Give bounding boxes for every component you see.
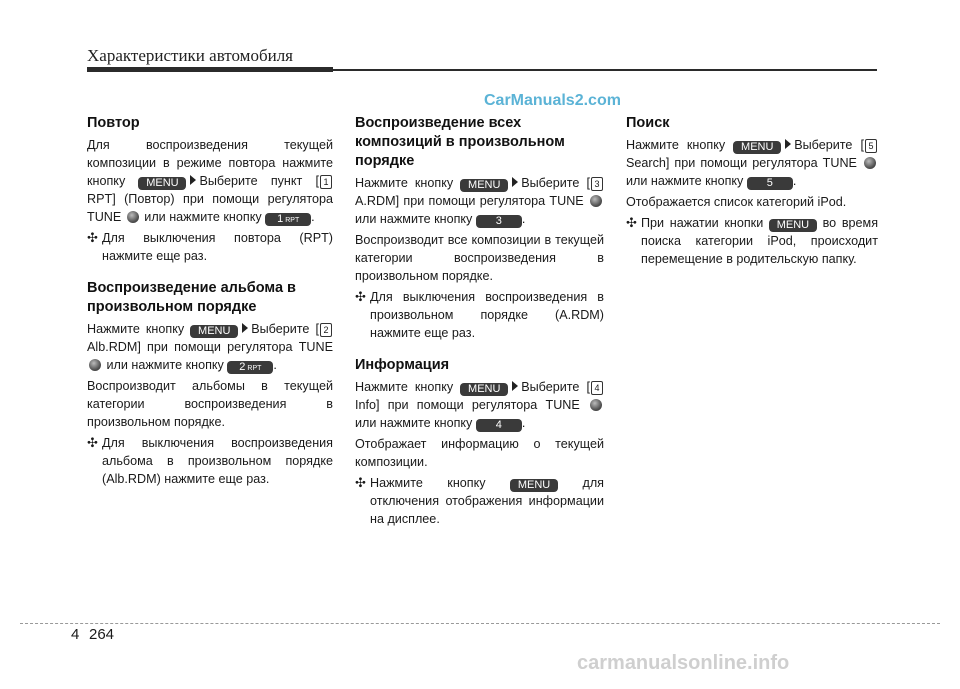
note-cross-icon: ✣ [355, 475, 366, 490]
watermark-top: CarManuals2.com [484, 92, 621, 109]
section-heading-info: Информация [355, 357, 450, 373]
number-1-icon: 1 [320, 175, 332, 189]
repeat-note [87, 229, 333, 265]
album-instructions: Нажмите кнопку MENU Выберите [ 2 Alb.RDM] при помощи регулятора TUNE или нажмите кнопку 2 RPT . [87, 322, 333, 373]
info-description: Отображает информацию о текущей композиции. [355, 437, 604, 469]
text: RPT] (Повтор) при помощи регулятора TUNE [87, 192, 333, 224]
info-note [355, 474, 604, 528]
text: Нажмите кнопку [355, 176, 454, 190]
arrow-right-icon [512, 177, 518, 187]
text: Нажмите кнопку [87, 322, 185, 336]
text: Search] при помощи регулятора TUNE [626, 156, 857, 170]
text: При нажатии кнопки [641, 216, 764, 230]
arrow-right-icon [785, 139, 791, 149]
key-number: 1 [277, 213, 284, 225]
menu-button: MENU [460, 179, 508, 192]
watermark-bottom: carmanualsonline.info [577, 652, 790, 674]
text: Выберите [ [521, 176, 590, 190]
menu-button: MENU [733, 141, 781, 154]
number-4-icon: 4 [591, 381, 603, 395]
note-cross-icon: ✣ [355, 289, 366, 304]
all-random-instructions: Нажмите кнопку MENU Выберите [ 3 A.RDM] при помощи регулятора TUNE или нажмите кнопку 3 . [355, 174, 604, 228]
search-description: Отображается список категорий iPod. [626, 195, 847, 209]
text: Нажмите кнопку [370, 476, 486, 490]
text: Выберите [ [794, 138, 864, 152]
text: Нажмите кнопку [355, 380, 454, 394]
text: или нажмите кнопку [144, 210, 262, 224]
arrow-right-icon [512, 381, 518, 391]
section-heading-all-random: Воспроизведение всех композиций в произвольном порядке [355, 115, 565, 169]
key-rpt-label: RPT [285, 217, 300, 224]
tune-knob-icon [590, 399, 602, 411]
tune-knob-icon [590, 195, 602, 207]
arrow-right-icon [242, 323, 248, 333]
key-2-rpt-button [227, 361, 273, 374]
key-1-rpt-button [265, 213, 311, 226]
tune-knob-icon [89, 359, 101, 371]
menu-button: MENU [510, 479, 558, 492]
text: или нажмите кнопку [355, 212, 473, 226]
section-heading-repeat: Повтор [87, 115, 140, 131]
all-random-note [355, 288, 604, 342]
menu-button: MENU [460, 383, 508, 396]
page-number: 264 [89, 626, 115, 643]
search-note [626, 214, 878, 268]
key-3-button: 3 [476, 215, 522, 228]
text: Info] при помощи регулятора TUNE [355, 398, 580, 412]
header-rule-thick [87, 67, 333, 72]
text: Выберите [ [251, 322, 319, 336]
note-cross-icon: ✣ [87, 435, 98, 450]
text: Для выключения воспроизведения альбома в произвольном порядке (Alb.RDM) нажмите еще раз. [102, 436, 333, 486]
section-heading-search: Поиск [626, 115, 670, 131]
text: или нажмите кнопку [106, 358, 224, 372]
text: или нажмите кнопку [626, 174, 744, 188]
text: Для выключения воспроизведения в произвольном порядке (A.RDM) нажмите еще раз. [370, 290, 604, 340]
album-description: Воспроизводит альбомы в текущей категории воспроизведения в произвольном порядке. [87, 379, 333, 429]
key-number: 2 [239, 361, 246, 373]
album-note [87, 434, 333, 488]
tune-knob-icon [864, 157, 876, 169]
column-2 [355, 114, 604, 528]
all-random-description: Воспроизводит все композиции в текущей категории воспроизведения в произвольном порядке. [355, 233, 604, 283]
text: во время поиска категории iPod, происходит перемещение в родительскую папку. [641, 216, 879, 266]
text: Для выключения повтора (RPT) нажмите еще раз. [102, 231, 333, 263]
key-5-button: 5 [747, 177, 793, 190]
number-2-icon: 2 [320, 323, 332, 337]
info-instructions: Нажмите кнопку MENU Выберите [ 4 Info] при помощи регулятора TUNE или нажмите кнопку 4 . [355, 378, 604, 432]
column-1 [87, 114, 333, 488]
key-4-button: 4 [476, 419, 522, 432]
note-cross-icon: ✣ [626, 215, 637, 230]
text: или нажмите кнопку [355, 416, 473, 430]
text: A.RDM] при помощи регулятора TUNE [355, 194, 584, 208]
key-rpt-label: RPT [247, 365, 262, 372]
note-cross-icon: ✣ [87, 230, 98, 245]
menu-button: MENU [190, 325, 238, 338]
text: Для воспроизведения текущей композиции в режиме повтора нажмите кнопку [87, 138, 333, 188]
menu-button: MENU [769, 219, 817, 232]
menu-button: MENU [138, 177, 186, 190]
text: Нажмите кнопку [626, 138, 726, 152]
page-header-title: Характеристики автомобиля [87, 46, 293, 65]
text: Alb.RDM] при помощи регулятора TUNE [87, 340, 333, 354]
repeat-instructions: Для воспроизведения текущей композиции в режиме повтора нажмите кнопку MENU Выберите пункт [ 1 RPT] (Повтор) при помощи регулятора TUNE или нажмите кнопку 1 RPT . [87, 138, 333, 225]
text: Выберите [ [521, 380, 590, 394]
search-instructions: Нажмите кнопку MENU Выберите [ 5 Search] при помощи регулятора TUNE или нажмите кнопку 5 . [626, 136, 878, 190]
footer-rule [20, 623, 940, 624]
header-rule-thin [333, 69, 877, 71]
arrow-right-icon [190, 175, 196, 185]
chapter-number: 4 [71, 626, 80, 643]
number-3-icon: 3 [591, 177, 603, 191]
text: для отключения отображения информации на дисплее. [370, 476, 605, 526]
text: Выберите пункт [ [199, 174, 319, 188]
number-5-icon: 5 [865, 139, 877, 153]
section-heading-album-random: Воспроизведение альбома в произвольном порядке [87, 280, 296, 315]
column-3 [626, 114, 878, 268]
tune-knob-icon [127, 211, 139, 223]
